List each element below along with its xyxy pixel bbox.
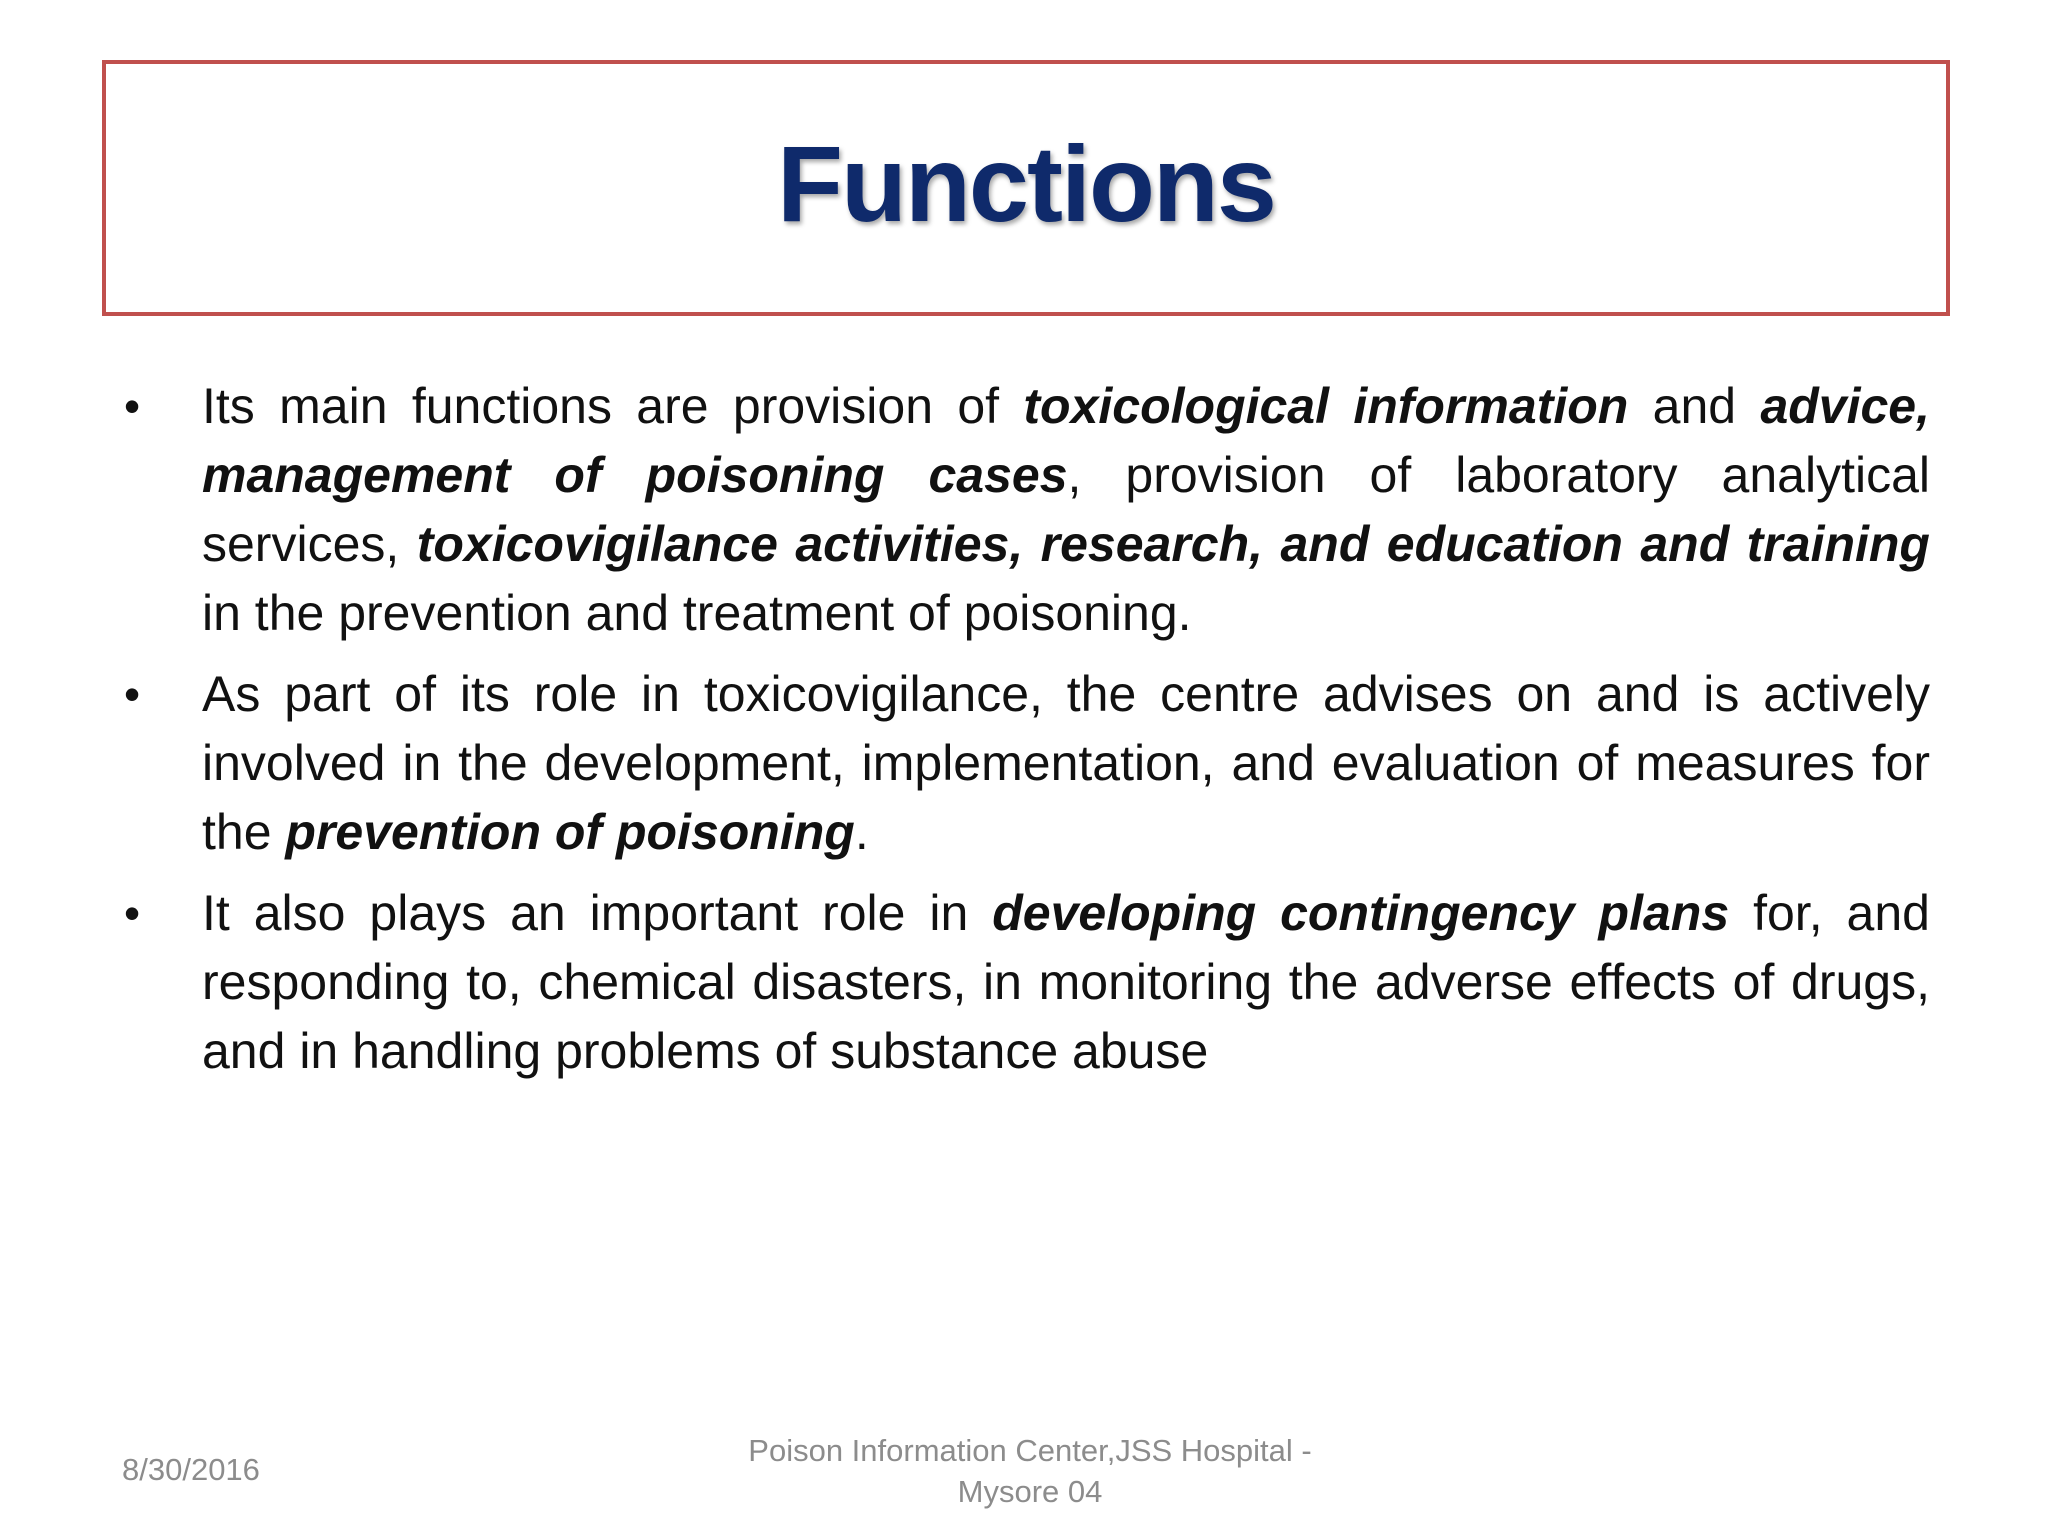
bullet-dot-icon: • <box>124 380 141 432</box>
text-segment: . <box>854 804 869 860</box>
bullet-item <box>120 372 1930 648</box>
bullet-item <box>120 660 1930 867</box>
text-segment: As part of its role in toxicovigilance, the centre advises on and is actively involved in the development, implementation, and evaluation of measures for the <box>202 666 1930 860</box>
text-segment: , provision of laboratory analytical services, <box>202 447 1931 572</box>
bullet-item <box>120 879 1930 1086</box>
text-segment: for, and responding to, chemical disasters, in monitoring the adverse effects of drugs, and in handling problems of substance abuse <box>202 885 1930 1079</box>
emphasis-segment: prevention of poisoning <box>285 804 855 860</box>
emphasis-segment: advice, management of poisoning cases <box>202 378 1930 503</box>
footer-organization <box>720 1430 1340 1512</box>
bullet-dot-icon: • <box>124 887 141 939</box>
text-segment: in the prevention and treatment of poisoning. <box>202 585 1192 641</box>
footer-date: 8/30/2016 <box>122 1452 260 1487</box>
emphasis-segment: toxicological information <box>1023 378 1629 434</box>
slide-title: Functions <box>777 122 1275 244</box>
footer-organization-line2: Mysore 04 <box>957 1474 1103 1509</box>
emphasis-segment: toxicovigilance activities, research, and education and training <box>416 516 1930 572</box>
emphasis-segment: developing contingency plans <box>992 885 1730 941</box>
bullet-list <box>120 372 1930 1098</box>
bullet-dot-icon: • <box>124 668 141 720</box>
text-segment: Its main functions are provision of <box>202 378 1024 434</box>
title-box <box>102 60 1950 316</box>
footer-organization-line1: Poison Information Center,JSS Hospital - <box>748 1433 1312 1468</box>
text-segment: and <box>1628 378 1761 434</box>
text-segment: It also plays an important role in <box>202 885 993 941</box>
